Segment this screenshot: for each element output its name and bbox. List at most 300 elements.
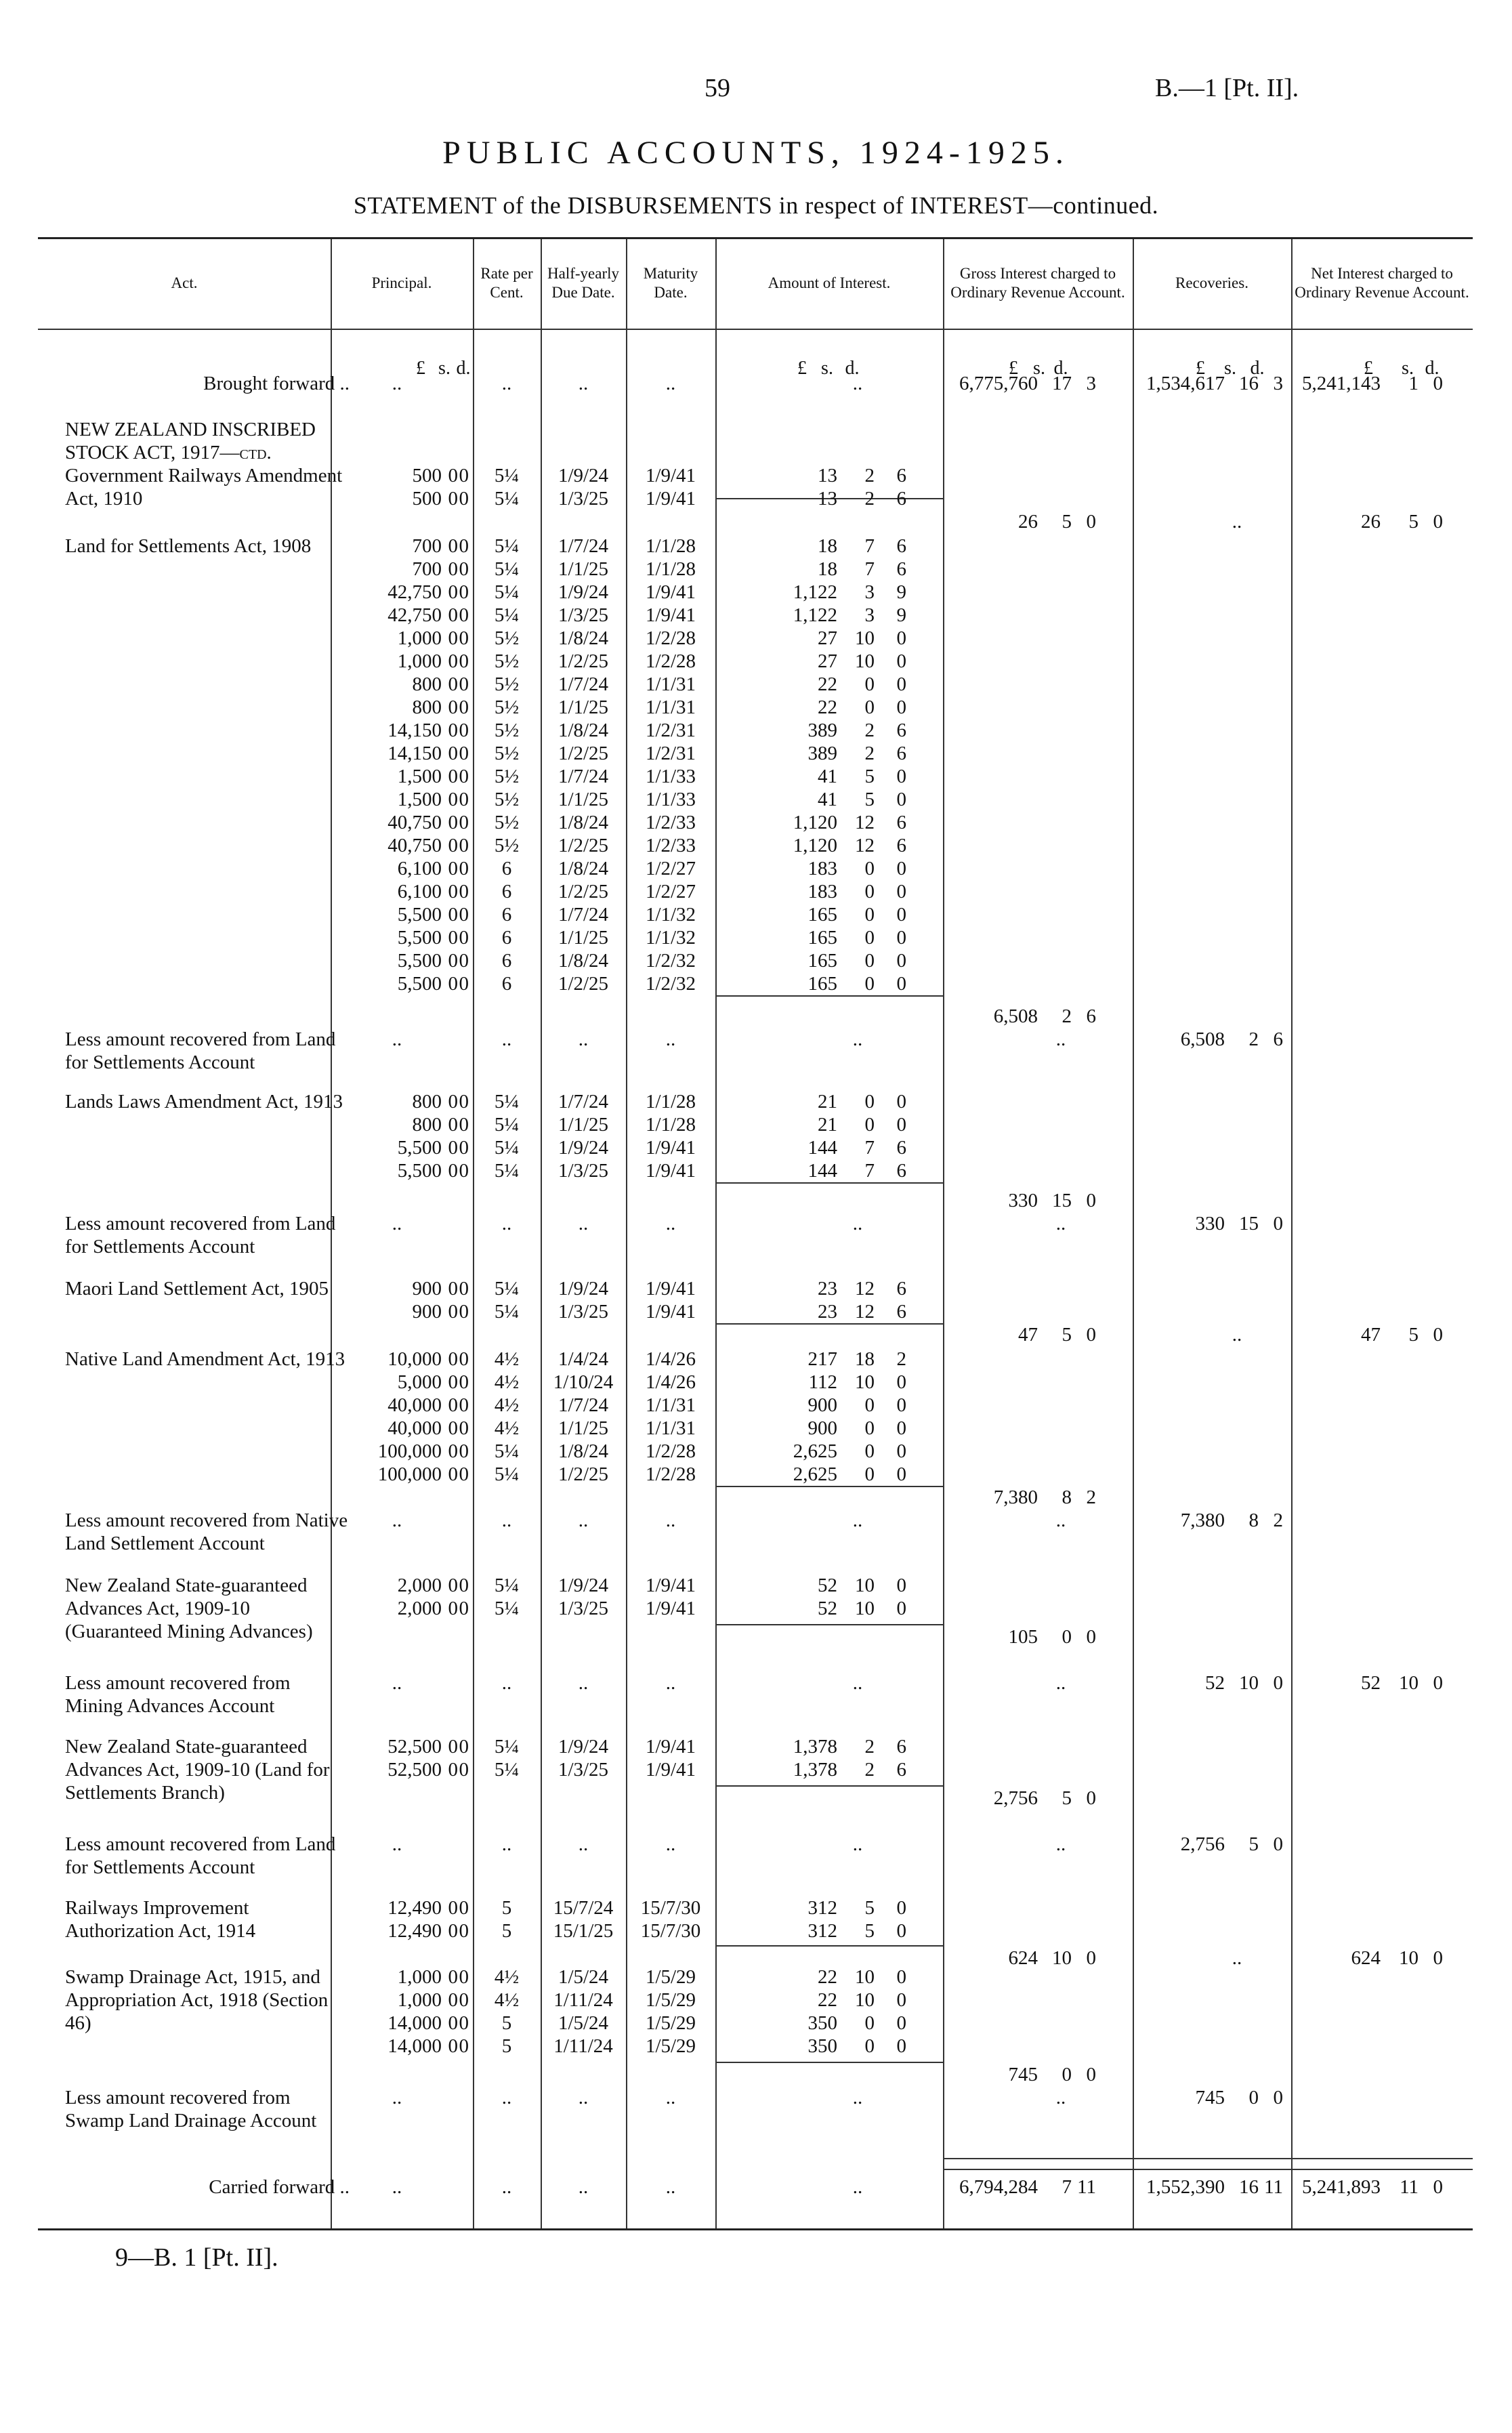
empty-marker: .. [392, 1028, 402, 1050]
interest-pence: 0 [896, 766, 906, 787]
principal-shillings: 0 [448, 1417, 458, 1439]
principal-shillings: 0 [448, 696, 458, 718]
rate-per-cent: 5¼ [494, 1137, 520, 1159]
maturity-date: 1/2/27 [645, 881, 696, 902]
principal-pounds: 900 [412, 1301, 442, 1323]
recoveries-pence: 0 [1273, 1213, 1283, 1234]
interest-pounds: 165 [807, 927, 837, 949]
half-yearly-due-date: 1/11/24 [553, 1989, 613, 2011]
interest-pounds: 22 [818, 1966, 837, 1988]
interest-pence: 6 [896, 1301, 906, 1323]
principal-pounds: 1,000 [397, 1989, 442, 2011]
gross-pence: 6 [1086, 1005, 1096, 1027]
interest-pounds: 350 [807, 2035, 837, 2057]
principal-pence: 0 [459, 650, 469, 672]
interest-shillings: 0 [864, 858, 875, 879]
interest-pence: 0 [896, 1114, 906, 1136]
principal-pence: 0 [459, 1575, 469, 1596]
principal-pounds: 100,000 [377, 1440, 442, 1462]
principal-pence: 0 [459, 1394, 469, 1416]
principal-shillings: 0 [448, 1736, 458, 1758]
interest-shillings: 0 [864, 973, 875, 995]
maturity-date: 1/9/41 [645, 1575, 696, 1596]
interest-pence: 6 [896, 465, 906, 486]
interest-pounds: 22 [818, 696, 837, 718]
empty-marker: .. [578, 1510, 589, 1531]
half-yearly-due-date: 1/9/24 [558, 581, 609, 603]
rate-per-cent: 5¼ [494, 1463, 520, 1485]
interest-shillings: 2 [864, 1736, 875, 1758]
principal-shillings: 0 [448, 858, 458, 879]
interest-shillings: 5 [864, 789, 875, 810]
half-yearly-due-date: 1/2/25 [558, 881, 609, 902]
principal-pounds: 52,500 [387, 1736, 442, 1758]
subtotal-rule [715, 1785, 943, 1787]
interest-pounds: 183 [807, 881, 837, 902]
maturity-date: 1/2/28 [645, 627, 696, 649]
principal-pounds: 500 [412, 465, 442, 486]
half-yearly-due-date: 15/1/25 [553, 1920, 614, 1942]
header-recoveries: Recoveries. [1175, 274, 1248, 292]
maturity-date: 1/9/41 [645, 1736, 696, 1758]
maturity-date: 1/2/32 [645, 973, 696, 995]
empty-marker: .. [852, 1213, 863, 1234]
interest-pounds: 183 [807, 858, 837, 879]
subtotal-rule [715, 1182, 943, 1184]
gross-pounds: 105 [1008, 1626, 1038, 1648]
interest-pounds: 1,122 [793, 604, 837, 626]
interest-shillings: 3 [864, 581, 875, 603]
interest-shillings: 12 [855, 835, 875, 856]
empty-marker: .. [852, 1028, 863, 1050]
interest-shillings: 12 [855, 812, 875, 833]
subtotal-rule [715, 1486, 943, 1487]
total-rule [943, 2158, 1473, 2159]
act-label: Less amount recovered from Native Land Settlement Account [65, 1510, 348, 1554]
interest-pence: 6 [896, 1137, 906, 1159]
principal-pounds: 14,000 [387, 2012, 442, 2034]
empty-marker: .. [392, 2087, 402, 2108]
interest-shillings: 10 [855, 650, 875, 672]
empty-marker: .. [578, 2087, 589, 2108]
half-yearly-due-date: 1/8/24 [558, 1440, 609, 1462]
col-divider [715, 239, 717, 2228]
interest-shillings: 0 [864, 1463, 875, 1485]
empty-marker: .. [665, 2087, 676, 2108]
gross-pounds: 6,794,284 [959, 2176, 1038, 2198]
recoveries-shillings: 0 [1248, 2087, 1259, 2108]
half-yearly-due-date: 1/11/24 [553, 2035, 613, 2057]
principal-shillings: 0 [448, 1371, 458, 1393]
empty-marker: .. [665, 1510, 676, 1531]
interest-shillings: 0 [864, 881, 875, 902]
interest-pence: 0 [896, 858, 906, 879]
rate-per-cent: 6 [501, 858, 512, 879]
currency-pound-unit: £ [797, 358, 807, 379]
gross-pounds: 2,756 [993, 1787, 1038, 1809]
empty-marker: .. [392, 373, 402, 394]
rate-per-cent: 5¼ [494, 1598, 520, 1619]
empty-marker: .. [852, 1510, 863, 1531]
half-yearly-due-date: 1/7/24 [558, 535, 609, 557]
maturity-date: 1/5/29 [645, 1989, 696, 2011]
gross-shillings: 2 [1062, 1005, 1072, 1027]
maturity-date: 1/9/41 [645, 488, 696, 510]
empty-marker: .. [392, 1510, 402, 1531]
recoveries-pounds: 745 [1195, 2087, 1225, 2108]
interest-shillings: 5 [864, 1897, 875, 1919]
interest-pounds: 1,378 [793, 1759, 837, 1781]
principal-pounds: 40,750 [387, 812, 442, 833]
half-yearly-due-date: 1/9/24 [558, 465, 609, 486]
gross-shillings: 5 [1062, 511, 1072, 533]
recoveries-pence: 3 [1273, 373, 1283, 394]
interest-shillings: 0 [864, 2035, 875, 2057]
maturity-date: 1/1/28 [645, 558, 696, 580]
interest-pounds: 23 [818, 1301, 837, 1323]
principal-pence: 0 [459, 1736, 469, 1758]
principal-pence: 0 [459, 973, 469, 995]
principal-pounds: 500 [412, 488, 442, 510]
maturity-date: 15/7/30 [640, 1897, 701, 1919]
interest-pounds: 900 [807, 1394, 837, 1416]
principal-pence: 0 [459, 2035, 469, 2057]
interest-shillings: 10 [855, 1966, 875, 1988]
interest-pence: 0 [896, 627, 906, 649]
half-yearly-due-date: 1/8/24 [558, 858, 609, 879]
empty-marker: .. [501, 1028, 512, 1050]
principal-shillings: 0 [448, 673, 458, 695]
interest-pence: 0 [896, 950, 906, 972]
interest-pence: 0 [896, 673, 906, 695]
principal-pounds: 40,000 [387, 1417, 442, 1439]
maturity-date: 1/9/41 [645, 465, 696, 486]
rate-per-cent: 5½ [494, 720, 520, 741]
header-act: Act. [171, 274, 198, 292]
header-principal: Principal. [371, 274, 432, 292]
maturity-date: 1/5/29 [645, 2035, 696, 2057]
recoveries-shillings: 5 [1248, 1833, 1259, 1855]
gross-shillings: 5 [1062, 1787, 1072, 1809]
principal-shillings: 0 [448, 927, 458, 949]
principal-pounds: 1,500 [397, 789, 442, 810]
empty-marker: .. [501, 2087, 512, 2108]
empty-marker: .. [852, 2087, 863, 2108]
gross-pence: 0 [1086, 1787, 1096, 1809]
rate-per-cent: 5¼ [494, 1114, 520, 1136]
interest-pounds: 312 [807, 1920, 837, 1942]
principal-pounds: 14,000 [387, 2035, 442, 2057]
gross-pence: 0 [1086, 1626, 1096, 1648]
principal-shillings: 0 [448, 812, 458, 833]
principal-pounds: 12,490 [387, 1920, 442, 1942]
principal-pounds: 42,750 [387, 581, 442, 603]
principal-pence: 0 [459, 696, 469, 718]
principal-pence: 0 [459, 1091, 469, 1112]
principal-pence: 0 [459, 1160, 469, 1182]
principal-shillings: 0 [448, 1394, 458, 1416]
principal-pence: 0 [459, 1897, 469, 1919]
maturity-date: 1/1/31 [645, 1394, 696, 1416]
col-divider [1291, 239, 1293, 2228]
interest-pounds: 112 [808, 1371, 837, 1393]
empty-marker: .. [1055, 1213, 1066, 1234]
principal-shillings: 0 [448, 535, 458, 557]
currency-shilling-unit: s. [1033, 358, 1045, 379]
recoveries-shillings: 8 [1248, 1510, 1259, 1531]
empty-marker: .. [665, 1213, 676, 1234]
half-yearly-due-date: 1/3/25 [558, 1160, 609, 1182]
subtotal-rule [715, 1624, 943, 1625]
interest-pounds: 900 [807, 1417, 837, 1439]
header-net-interest: Net Interest charged to Ordinary Revenue Account. [1295, 265, 1469, 301]
act-label: Less amount recovered from Swamp Land Drainage Account [65, 2087, 317, 2132]
gross-shillings: 5 [1062, 1324, 1072, 1346]
interest-pounds: 18 [818, 535, 837, 557]
interest-shillings: 2 [864, 488, 875, 510]
principal-shillings: 0 [448, 950, 458, 972]
rate-per-cent: 5½ [494, 627, 520, 649]
half-yearly-due-date: 1/7/24 [558, 904, 609, 926]
empty-marker: .. [578, 1213, 589, 1234]
interest-pence: 0 [896, 1371, 906, 1393]
half-yearly-due-date: 1/10/24 [553, 1371, 614, 1393]
half-yearly-due-date: 1/5/24 [558, 2012, 609, 2034]
half-yearly-due-date: 15/7/24 [553, 1897, 614, 1919]
empty-marker: .. [501, 1510, 512, 1531]
interest-pence: 0 [896, 1091, 906, 1112]
header-amount: Amount of Interest. [768, 274, 891, 292]
principal-shillings: 0 [448, 488, 458, 510]
principal-shillings: 0 [448, 1897, 458, 1919]
maturity-date: 1/4/26 [645, 1348, 696, 1370]
half-yearly-due-date: 1/1/25 [558, 696, 609, 718]
gross-shillings: 10 [1052, 1947, 1072, 1969]
act-label: Swamp Drainage Act, 1915, and Appropriation Act, 1918 (Section 46) [65, 1966, 329, 2034]
principal-shillings: 0 [448, 1463, 458, 1485]
net-pounds: 5,241,143 [1302, 373, 1381, 394]
maturity-date: 1/5/29 [645, 2012, 696, 2034]
maturity-date: 1/2/31 [645, 720, 696, 741]
principal-pence: 0 [459, 1114, 469, 1136]
interest-pounds: 165 [807, 904, 837, 926]
empty-marker: .. [501, 373, 512, 394]
empty-marker: .. [1055, 1028, 1066, 1050]
recoveries-pounds: 6,508 [1180, 1028, 1225, 1050]
rate-per-cent: 5 [501, 1897, 512, 1919]
net-pence: 0 [1433, 2176, 1443, 2198]
currency-pence-unit: d. [456, 358, 471, 379]
empty-marker: .. [665, 373, 676, 394]
interest-shillings: 2 [864, 1759, 875, 1781]
page-subtitle: STATEMENT of the DISBURSEMENTS in respect of INTEREST—continued. [353, 192, 1159, 219]
interest-shillings: 7 [864, 1160, 875, 1182]
principal-shillings: 0 [448, 1598, 458, 1619]
interest-pounds: 165 [807, 950, 837, 972]
recoveries-pounds: 330 [1195, 1213, 1225, 1234]
maturity-date: 1/1/33 [645, 789, 696, 810]
principal-pence: 0 [459, 858, 469, 879]
rate-per-cent: 5 [501, 2012, 512, 2034]
interest-pence: 0 [896, 1394, 906, 1416]
principal-pounds: 5,500 [397, 1137, 442, 1159]
principal-pence: 0 [459, 1966, 469, 1988]
principal-shillings: 0 [448, 881, 458, 902]
gross-shillings: 7 [1062, 2176, 1072, 2198]
principal-pence: 0 [459, 1371, 469, 1393]
interest-pence: 6 [896, 812, 906, 833]
interest-pounds: 389 [807, 720, 837, 741]
gross-pence: 0 [1086, 1947, 1096, 1969]
principal-pounds: 100,000 [377, 1463, 442, 1485]
half-yearly-due-date: 1/9/24 [558, 1575, 609, 1596]
interest-pence: 0 [896, 1417, 906, 1439]
net-pounds: 47 [1361, 1324, 1381, 1346]
act-label: Lands Laws Amendment Act, 1913 [65, 1091, 343, 1112]
interest-pounds: 52 [818, 1575, 837, 1596]
maturity-date: 1/2/33 [645, 812, 696, 833]
net-shillings: 5 [1408, 1324, 1419, 1346]
empty-marker: .. [665, 1833, 676, 1855]
subtotal-rule [715, 1323, 943, 1325]
net-pence: 0 [1433, 1947, 1443, 1969]
currency-shilling-unit: s. [1402, 358, 1414, 379]
header-gross-interest: Gross Interest charged to Ordinary Revenue Account. [950, 265, 1125, 301]
principal-pence: 0 [459, 1920, 469, 1942]
interest-pounds: 312 [807, 1897, 837, 1919]
principal-shillings: 0 [448, 766, 458, 787]
rate-per-cent: 6 [501, 881, 512, 902]
maturity-date: 1/1/31 [645, 1417, 696, 1439]
recoveries-pence: 2 [1273, 1510, 1283, 1531]
gross-pounds: 330 [1008, 1190, 1038, 1211]
half-yearly-due-date: 1/1/25 [558, 558, 609, 580]
interest-pence: 6 [896, 558, 906, 580]
principal-pounds: 14,150 [387, 720, 442, 741]
currency-pence-unit: d. [1053, 358, 1068, 379]
principal-shillings: 0 [448, 973, 458, 995]
recoveries-shillings: 16 [1239, 2176, 1259, 2198]
principal-pounds: 1,000 [397, 650, 442, 672]
currency-shilling-unit: s. [438, 358, 450, 379]
interest-shillings: 2 [864, 743, 875, 764]
half-yearly-due-date: 1/7/24 [558, 1091, 609, 1112]
interest-pence: 6 [896, 1759, 906, 1781]
act-label: Government Railways Amendment Act, 1910 [65, 465, 343, 510]
act-label: Less amount recovered from Land for Settlements Account [65, 1213, 336, 1257]
half-yearly-due-date: 1/2/25 [558, 650, 609, 672]
principal-pence: 0 [459, 927, 469, 949]
gross-shillings: 0 [1062, 1626, 1072, 1648]
currency-shilling-unit: s. [821, 358, 833, 379]
principal-pence: 0 [459, 1278, 469, 1299]
half-yearly-due-date: 1/9/24 [558, 1278, 609, 1299]
interest-pence: 0 [896, 789, 906, 810]
principal-pounds: 6,100 [397, 858, 442, 879]
empty-marker: .. [852, 2176, 863, 2198]
interest-pounds: 27 [818, 627, 837, 649]
empty-marker: .. [501, 1833, 512, 1855]
act-label: Less amount recovered from Land for Settlements Account [65, 1833, 336, 1878]
maturity-date: 1/2/33 [645, 835, 696, 856]
interest-pounds: 350 [807, 2012, 837, 2034]
interest-pence: 0 [896, 2012, 906, 2034]
principal-pence: 0 [459, 881, 469, 902]
interest-pounds: 27 [818, 650, 837, 672]
principal-shillings: 0 [448, 1920, 458, 1942]
half-yearly-due-date: 1/3/25 [558, 1598, 609, 1619]
principal-pounds: 800 [412, 1114, 442, 1136]
act-label: Maori Land Settlement Act, 1905 [65, 1278, 329, 1299]
principal-pence: 0 [459, 1137, 469, 1159]
empty-marker: .. [665, 2176, 676, 2198]
interest-pence: 0 [896, 973, 906, 995]
interest-pence: 0 [896, 1920, 906, 1942]
rate-per-cent: 5¼ [494, 465, 520, 486]
currency-pound-unit: £ [1196, 358, 1205, 379]
gross-pounds: 6,508 [993, 1005, 1038, 1027]
principal-pounds: 42,750 [387, 604, 442, 626]
principal-pence: 0 [459, 535, 469, 557]
rate-per-cent: 5¼ [494, 1160, 520, 1182]
recoveries-pounds: 52 [1205, 1672, 1225, 1694]
header-divider [38, 329, 1473, 330]
half-yearly-due-date: 1/9/24 [558, 1736, 609, 1758]
rate-per-cent: 5½ [494, 743, 520, 764]
principal-pence: 0 [459, 743, 469, 764]
page-number: 59 [705, 74, 730, 102]
interest-pence: 6 [896, 720, 906, 741]
empty-marker: .. [578, 373, 589, 394]
recoveries-shillings: 16 [1239, 373, 1259, 394]
rate-per-cent: 5½ [494, 812, 520, 833]
net-pounds: 52 [1361, 1672, 1381, 1694]
interest-pounds: 18 [818, 558, 837, 580]
principal-shillings: 0 [448, 1114, 458, 1136]
act-label: Less amount recovered from Mining Advances Account [65, 1672, 291, 1717]
interest-pence: 6 [896, 488, 906, 510]
empty-marker: .. [578, 1833, 589, 1855]
interest-pounds: 217 [807, 1348, 837, 1370]
rate-per-cent: 5¼ [494, 1759, 520, 1781]
half-yearly-due-date: 1/3/25 [558, 1759, 609, 1781]
maturity-date: 1/9/41 [645, 1598, 696, 1619]
net-pence: 0 [1433, 373, 1443, 394]
act-label: New Zealand State-guaranteed Advances Act, 1909-10 (Land for Settlements Branch) [65, 1736, 330, 1804]
gross-shillings: 8 [1062, 1486, 1072, 1508]
act-label: Brought forward .. [203, 373, 350, 394]
interest-pounds: 23 [818, 1278, 837, 1299]
total-rule [943, 2169, 1473, 2170]
half-yearly-due-date: 1/7/24 [558, 766, 609, 787]
interest-shillings: 10 [855, 1598, 875, 1619]
interest-pence: 0 [896, 1989, 906, 2011]
empty-marker: .. [501, 2176, 512, 2198]
gross-pence: 0 [1086, 1190, 1096, 1211]
interest-pence: 2 [896, 1348, 906, 1370]
principal-pence: 0 [459, 581, 469, 603]
gross-pence: 11 [1077, 2176, 1096, 2198]
rate-per-cent: 5¼ [494, 1736, 520, 1758]
principal-pounds: 800 [412, 673, 442, 695]
principal-shillings: 0 [448, 2035, 458, 2057]
principal-pounds: 6,100 [397, 881, 442, 902]
maturity-date: 1/1/31 [645, 696, 696, 718]
principal-pence: 0 [459, 1348, 469, 1370]
interest-pence: 0 [896, 881, 906, 902]
principal-shillings: 0 [448, 1278, 458, 1299]
maturity-date: 1/9/41 [645, 1301, 696, 1323]
